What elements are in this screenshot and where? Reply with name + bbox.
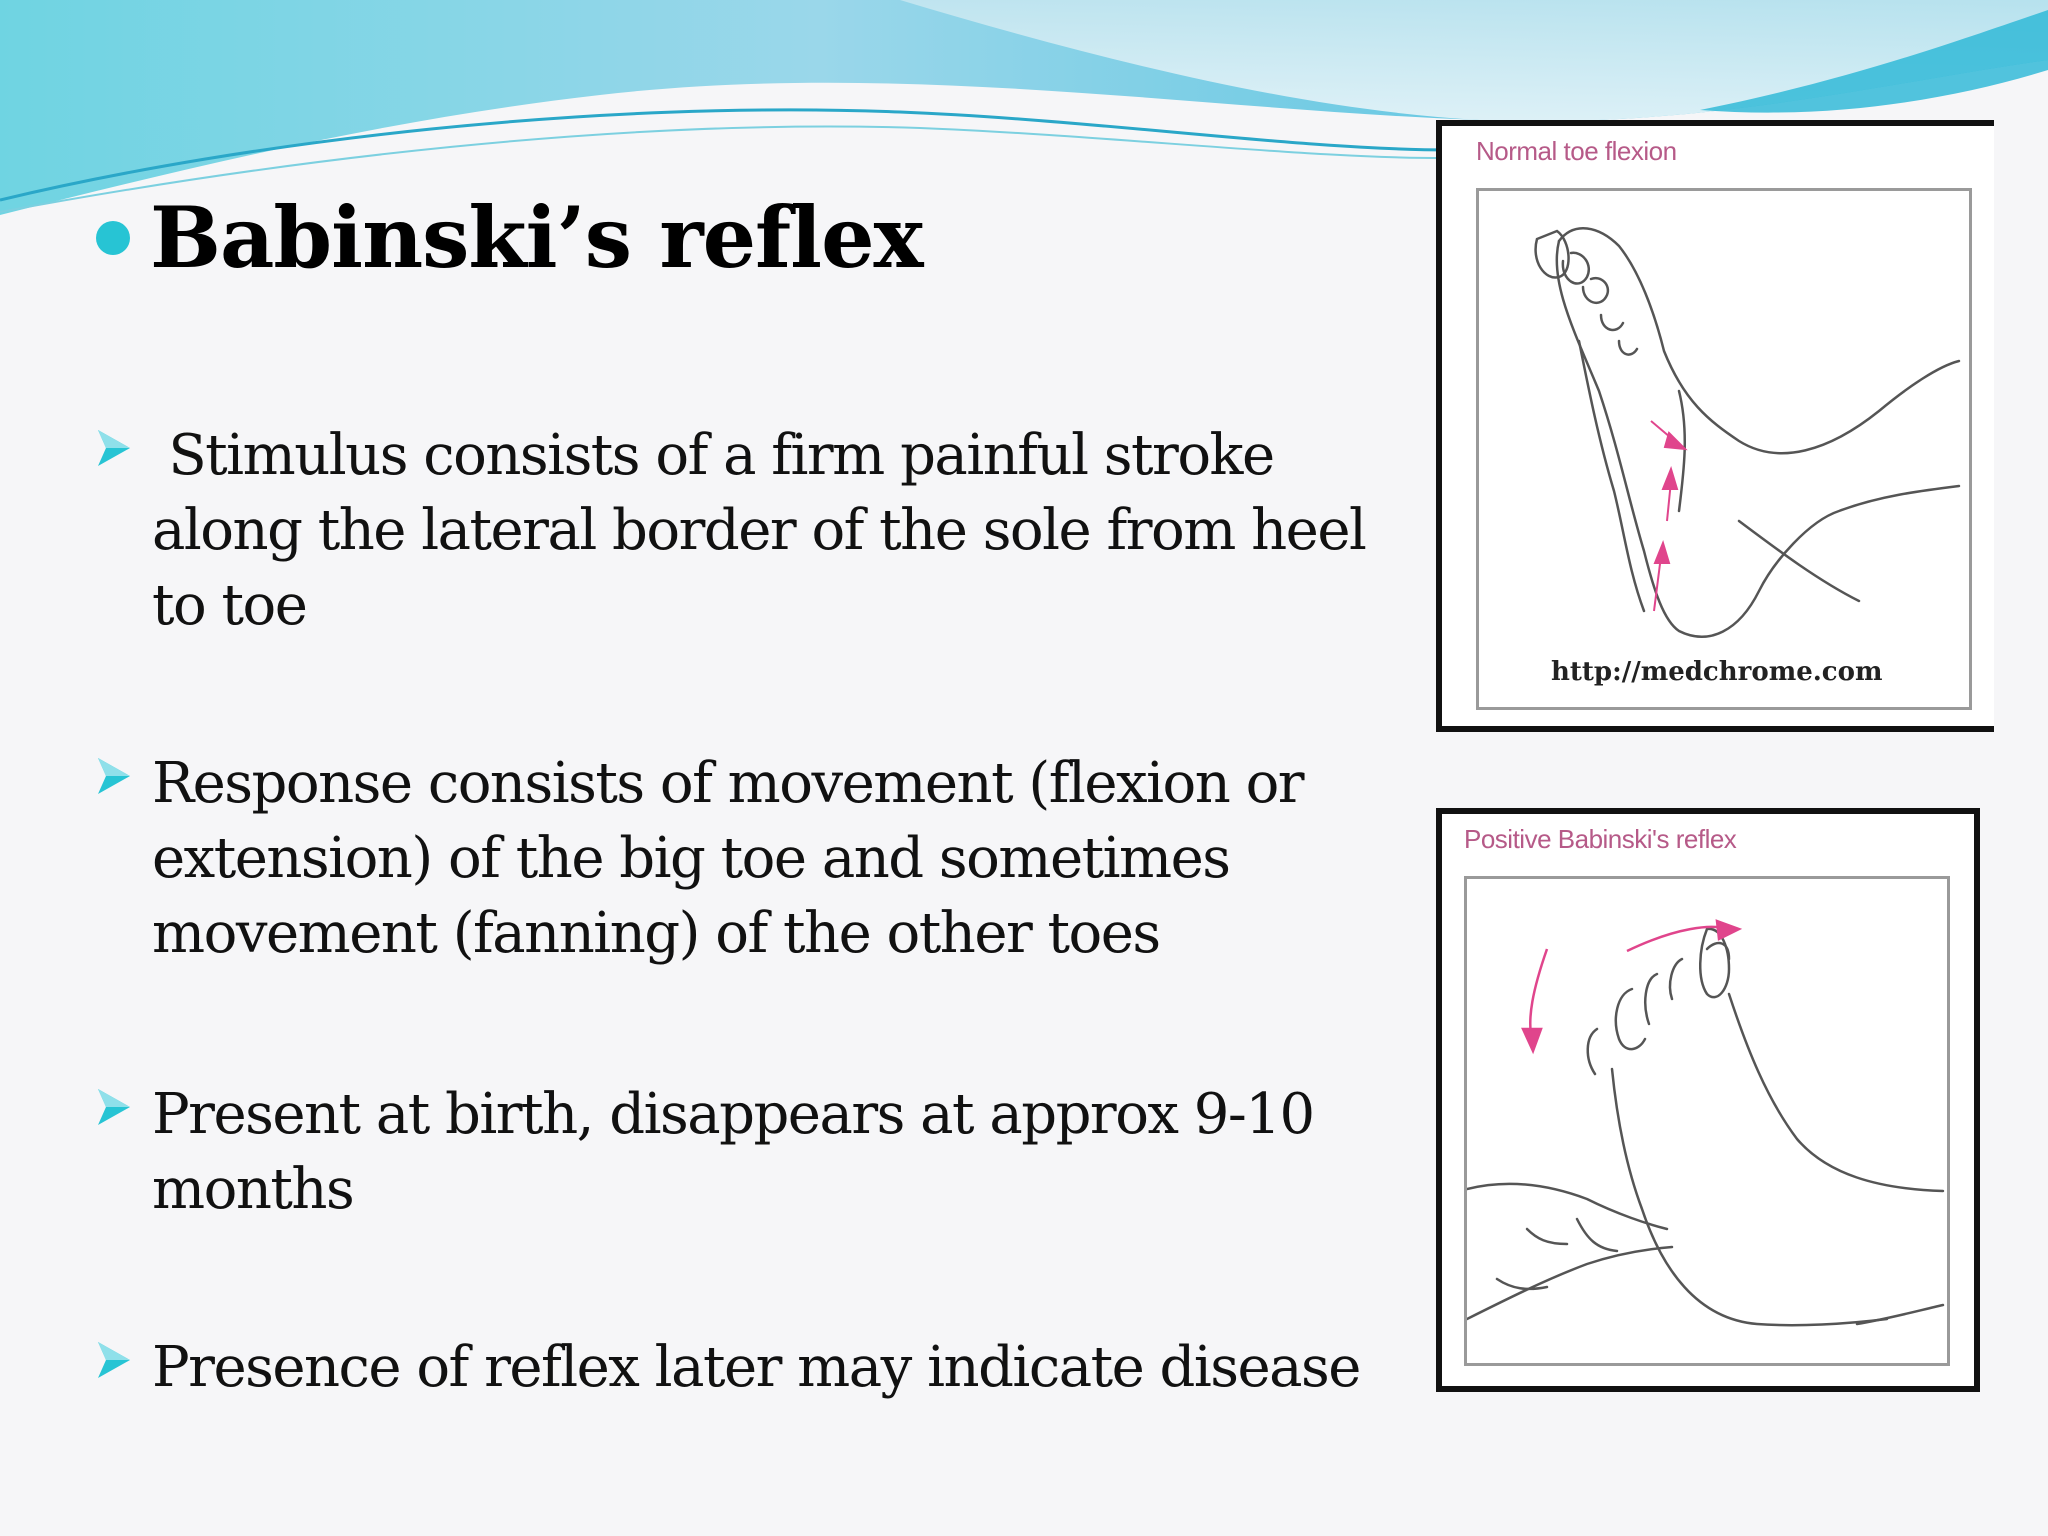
- arrow-bullet-icon: [96, 1330, 152, 1405]
- bullet-text: Response consists of movement (flexion or extension) of the big toe and sometimes movement (fanning) of the other toes: [152, 751, 1304, 966]
- arrow-bullet-icon: [96, 1077, 152, 1227]
- bullet-text: Stimulus consists of a firm painful stroke along the lateral border of the sole from heel to toe: [152, 423, 1382, 638]
- figure-caption: Positive Babinski's reflex: [1464, 824, 1737, 854]
- bullet-text: Present at birth, disappears at approx 9-10 months: [152, 1082, 1314, 1222]
- figure-frame: [1464, 876, 1950, 1366]
- slide-title: Babinski’s reflex: [150, 188, 923, 287]
- bullet-item: [96, 1330, 1456, 1405]
- bullet-dot-icon: [96, 221, 130, 255]
- bullet-item: [96, 418, 1386, 643]
- figure-caption: Normal toe flexion: [1476, 136, 1677, 166]
- title-row: [96, 188, 923, 287]
- bullet-text: Presence of reflex later may indicate disease: [152, 1335, 1360, 1400]
- figure-frame: [1476, 188, 1972, 710]
- figure-normal-toe-flexion: [1436, 120, 1994, 732]
- arrow-bullet-icon: [96, 746, 152, 971]
- bullet-item: [96, 1077, 1396, 1227]
- arrow-bullet-icon: [96, 418, 152, 643]
- bullet-item: [96, 746, 1366, 971]
- foot-extension-illustration: [1467, 879, 1947, 1363]
- figure-positive-babinski: [1436, 808, 1980, 1392]
- figure-source-url: http://medchrome.com: [1551, 657, 1883, 687]
- foot-sole-illustration: [1479, 191, 1969, 707]
